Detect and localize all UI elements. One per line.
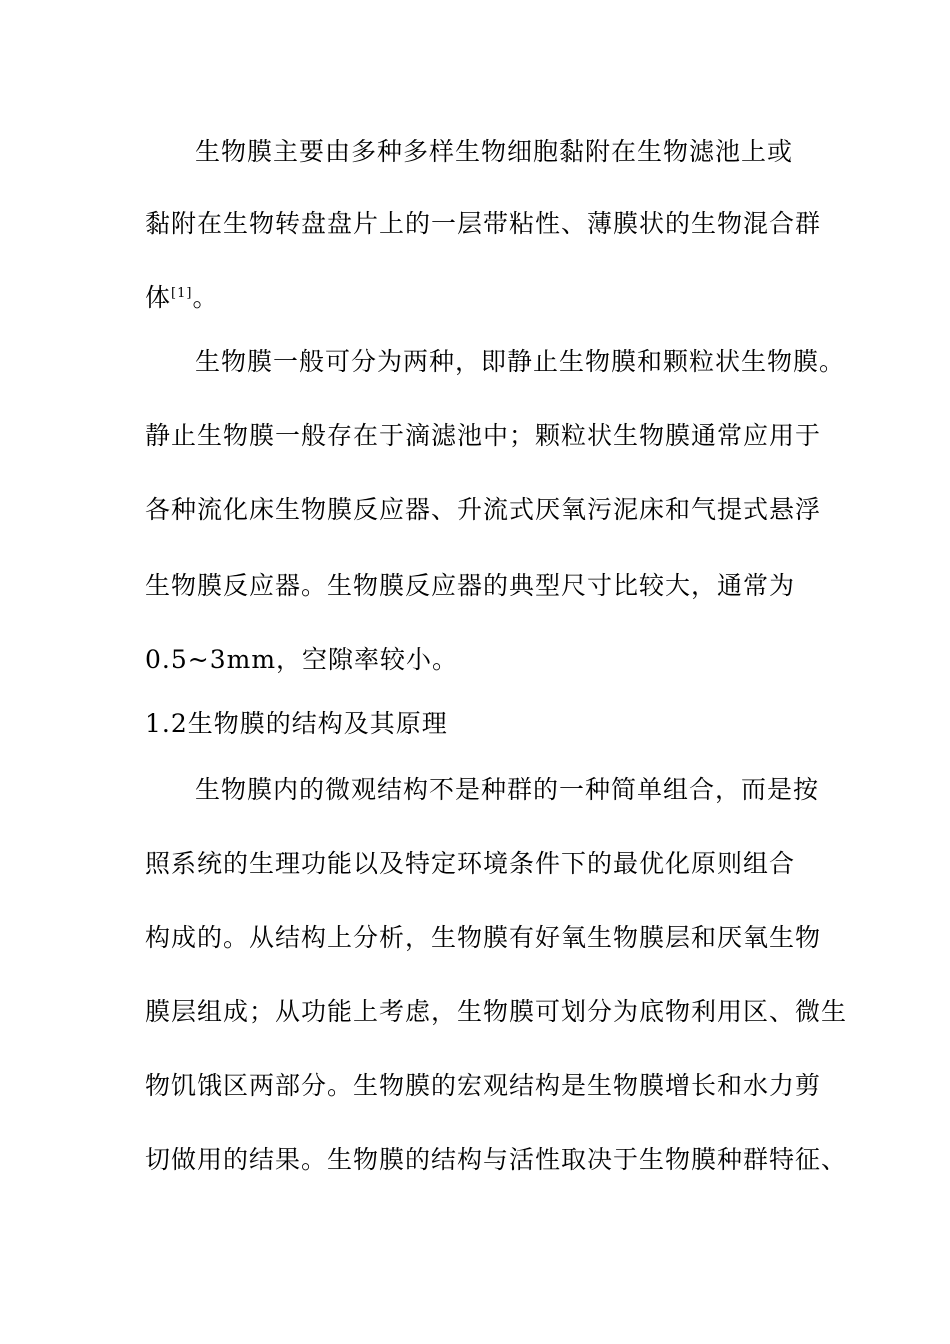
citation-reference: [1] xyxy=(171,286,193,301)
paragraph-3-line-5: 物饥饿区两部分。生物膜的宏观结构是生物膜增长和水力剪 xyxy=(145,1071,822,1100)
paragraph-1-line-3-text: 体 xyxy=(145,283,172,312)
section-heading: 1.2生物膜的结构及其原理 xyxy=(145,709,448,738)
paragraph-3-line-1: 生物膜内的微观结构不是种群的一种简单组合，而是按 xyxy=(195,775,820,804)
paragraph-2-line-1: 生物膜一般可分为两种，即静止生物膜和颗粒状生物膜。 xyxy=(195,347,846,376)
paragraph-3-line-6: 切做用的结果。生物膜的结构与活性取决于生物膜种群特征、 xyxy=(145,1145,848,1174)
paragraph-1-line-3-end: 。 xyxy=(192,283,219,312)
paragraph-2-line-2: 静止生物膜一般存在于滴滤池中；颗粒状生物膜通常应用于 xyxy=(145,421,822,450)
paragraph-2-line-3: 各种流化床生物膜反应器、升流式厌氧污泥床和气提式悬浮 xyxy=(145,495,822,524)
paragraph-2-line-4: 生物膜反应器。生物膜反应器的典型尺寸比较大，通常为 xyxy=(145,571,796,600)
paragraph-3-line-4: 膜层组成；从功能上考虑，生物膜可划分为底物利用区、微生 xyxy=(145,997,848,1026)
paragraph-3-line-3: 构成的。从结构上分析，生物膜有好氧生物膜层和厌氧生物 xyxy=(145,923,822,952)
paragraph-1-line-1: 生物膜主要由多种多样生物细胞黏附在生物滤池上或 xyxy=(195,137,794,166)
paragraph-2-line-5: 0.5~3mm，空隙率较小。 xyxy=(145,645,459,674)
paragraph-1-line-3 xyxy=(145,282,218,314)
paragraph-3-line-2: 照系统的生理功能以及特定环境条件下的最优化原则组合 xyxy=(145,849,796,878)
paragraph-1-line-2: 黏附在生物转盘盘片上的一层带粘性、薄膜状的生物混合群 xyxy=(145,209,822,238)
